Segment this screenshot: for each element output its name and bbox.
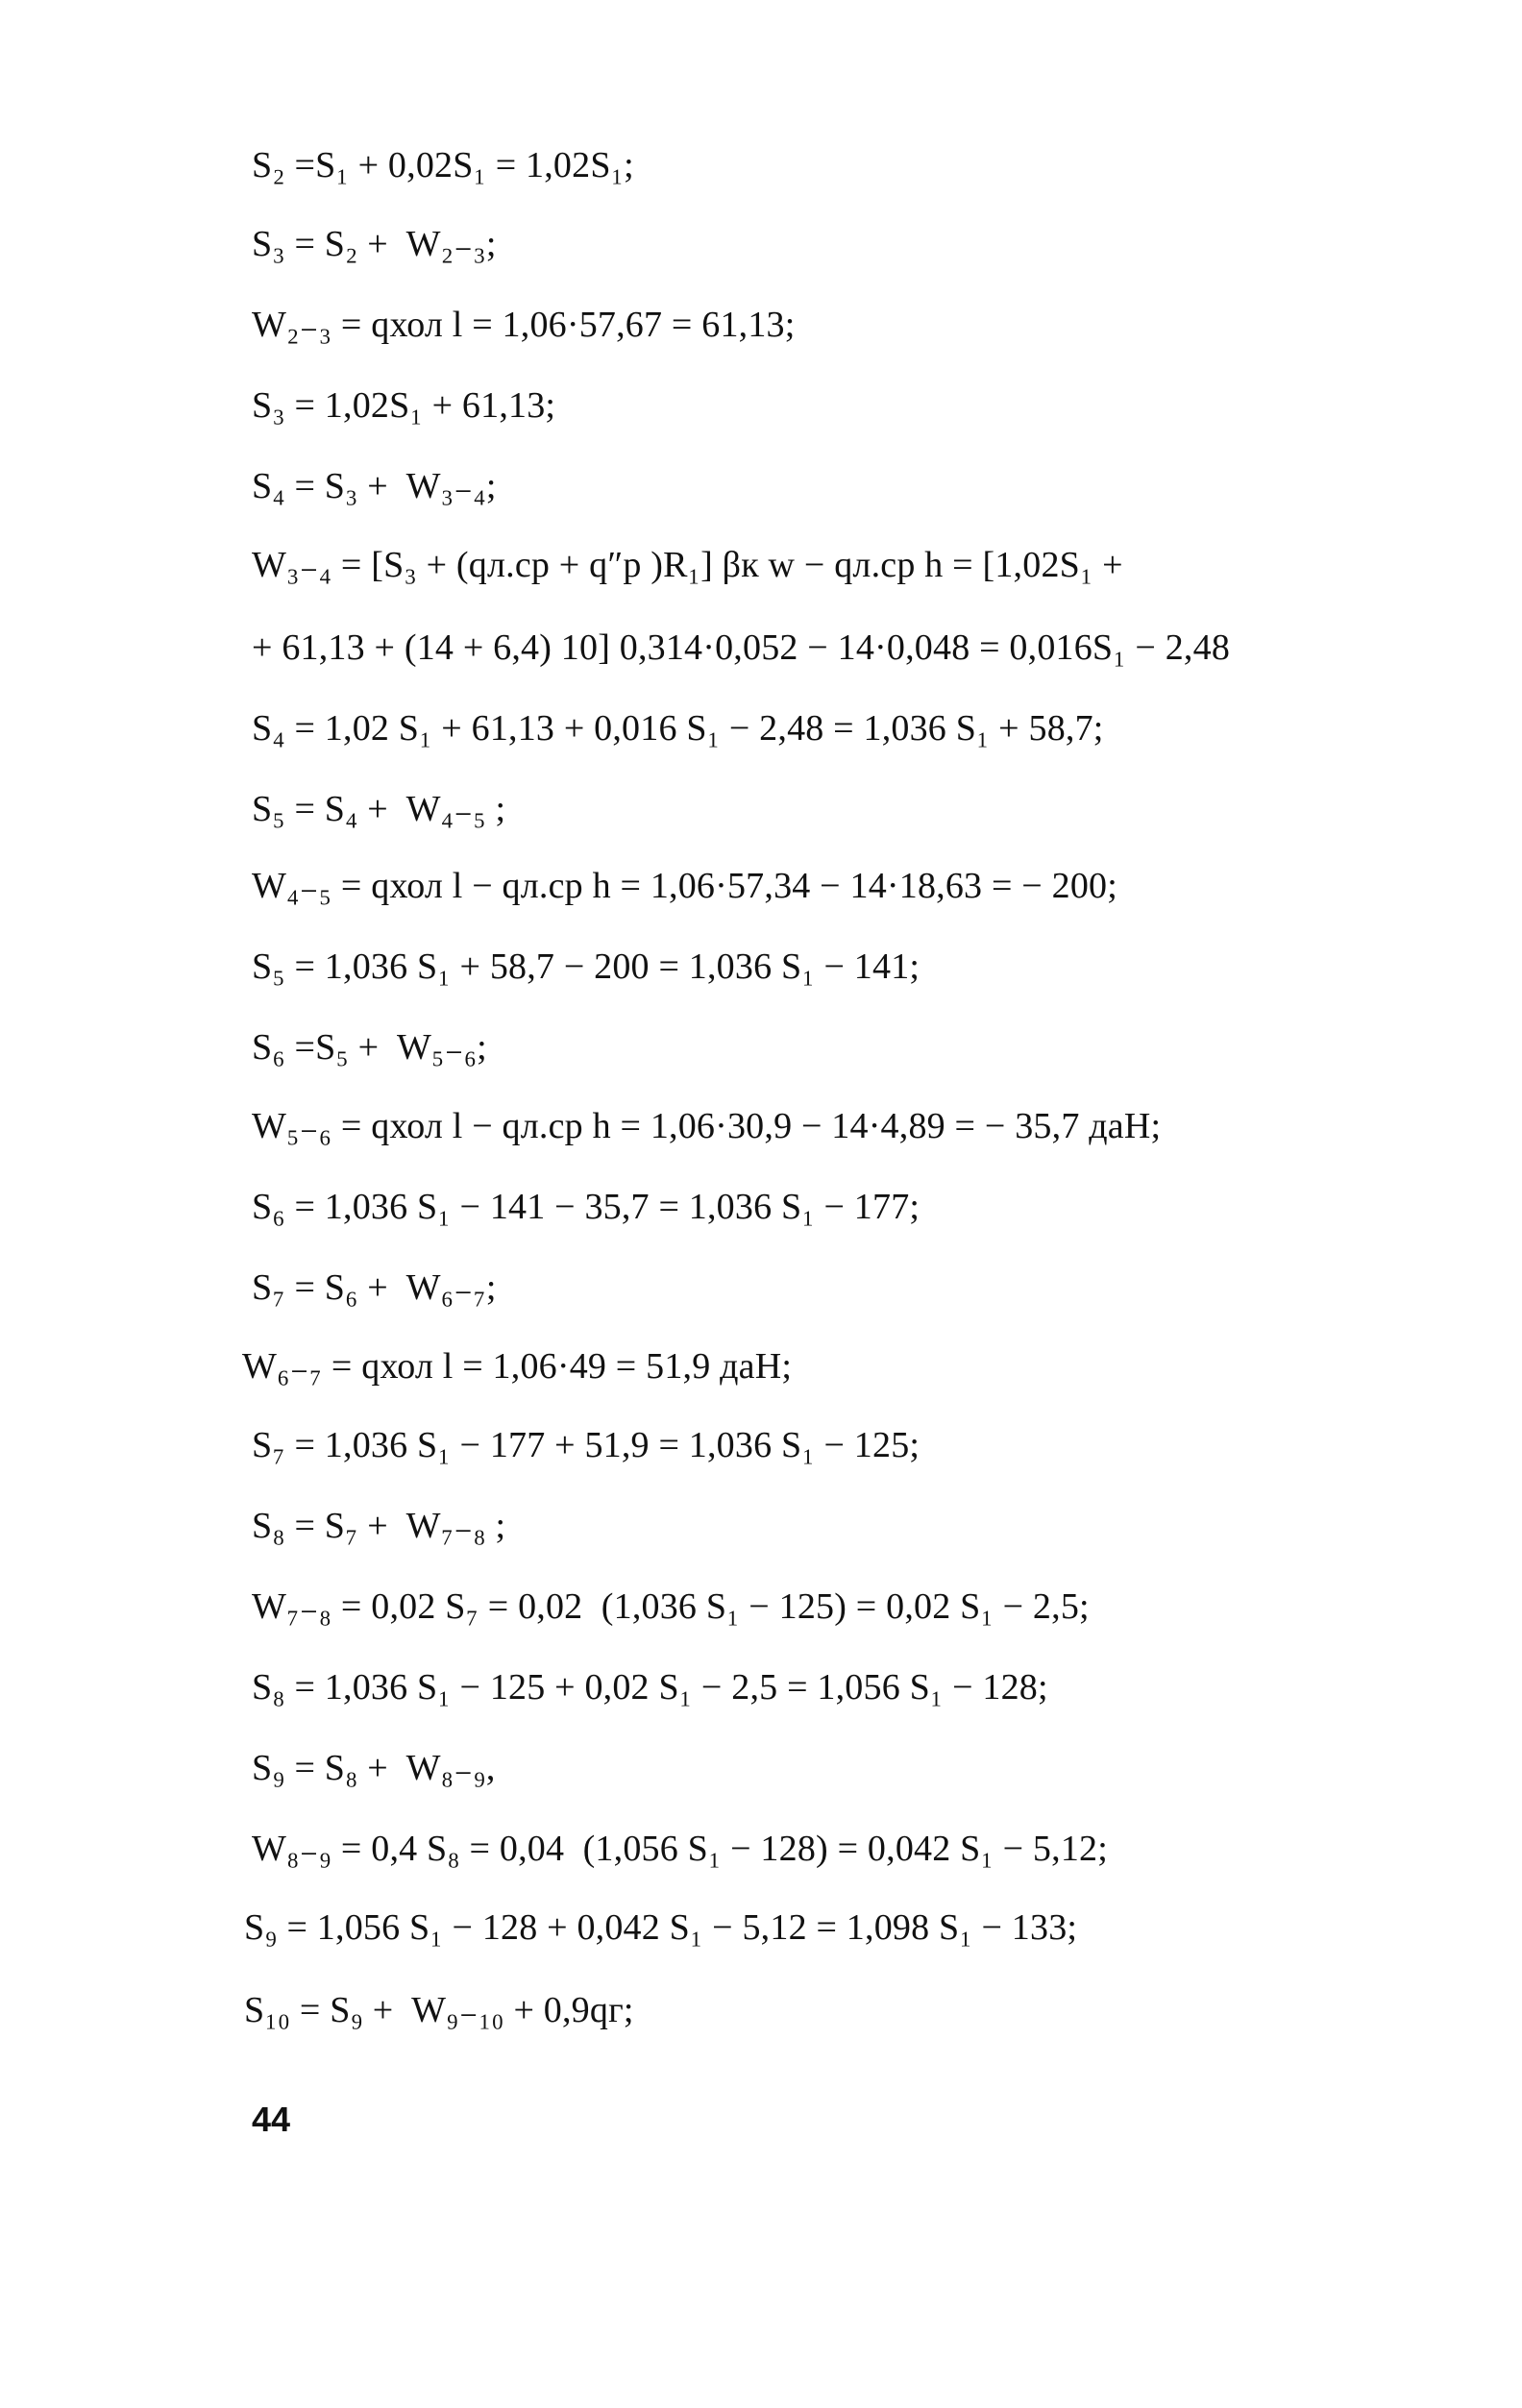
equation-line: S₇ = S₆ + W₆₋₇; bbox=[252, 1267, 497, 1308]
equation-line: S₉ = S₈ + W₈₋₉, bbox=[252, 1748, 496, 1788]
equation-line: S₉ = 1,056 S₁ − 128 + 0,042 S₁ − 5,12 = 1,098 S₁ − 133; bbox=[244, 1907, 1078, 1948]
equation-line: W₂₋₃ = qхол l = 1,06·57,67 = 61,13; bbox=[252, 305, 796, 345]
equation-line: S₂ =S₁ + 0,02S₁ = 1,02S₁; bbox=[252, 145, 634, 185]
equation-line: W₄₋₅ = qхол l − qл.ср h = 1,06·57,34 − 14·18,63 = − 200; bbox=[252, 866, 1117, 906]
equation-line: W₃₋₄ = [S₃ + (qл.ср + q″р )R₁] βк w − qл.ср h = [1,02S₁ + bbox=[252, 545, 1123, 585]
equation-line: S₄ = S₃ + W₃₋₄; bbox=[252, 466, 497, 506]
equation-line: S₃ = 1,02S₁ + 61,13; bbox=[252, 385, 556, 426]
equation-line: S₆ =S₅ + W₅₋₆; bbox=[252, 1027, 487, 1068]
equation-line: W₇₋₈ = 0,02 S₇ = 0,02 (1,036 S₁ − 125) = 0,02 S₁ − 2,5; bbox=[252, 1586, 1090, 1627]
page-number: 44 bbox=[252, 2100, 291, 2139]
equation-line: S₅ = S₄ + W₄₋₅ ; bbox=[252, 789, 506, 829]
equation-line: + 61,13 + (14 + 6,4) 10] 0,314·0,052 − 14·0,048 = 0,016S₁ − 2,48 bbox=[252, 627, 1231, 668]
equation-line: S₁₀ = S₉ + W₉₋₁₀ + 0,9qг; bbox=[244, 1990, 634, 2030]
equation-line: S₆ = 1,036 S₁ − 141 − 35,7 = 1,036 S₁ − 177; bbox=[252, 1187, 921, 1227]
equation-line: W₅₋₆ = qхол l − qл.ср h = 1,06·30,9 − 14·4,89 = − 35,7 даН; bbox=[252, 1106, 1162, 1146]
equation-line: S₇ = 1,036 S₁ − 177 + 51,9 = 1,036 S₁ − 125; bbox=[252, 1425, 921, 1465]
equation-line: S₅ = 1,036 S₁ + 58,7 − 200 = 1,036 S₁ − 141; bbox=[252, 946, 921, 987]
equation-line: S₄ = 1,02 S₁ + 61,13 + 0,016 S₁ − 2,48 = 1,036 S₁ + 58,7; bbox=[252, 708, 1104, 749]
equation-line: S₈ = S₇ + W₇₋₈ ; bbox=[252, 1506, 506, 1546]
equation-line: S₈ = 1,036 S₁ − 125 + 0,02 S₁ − 2,5 = 1,056 S₁ − 128; bbox=[252, 1667, 1048, 1708]
equation-line: S₃ = S₂ + W₂₋₃; bbox=[252, 224, 497, 264]
equation-line: W₆₋₇ = qхол l = 1,06·49 = 51,9 даН; bbox=[242, 1346, 793, 1387]
equation-line: W₈₋₉ = 0,4 S₈ = 0,04 (1,056 S₁ − 128) = 0,042 S₁ − 5,12; bbox=[252, 1829, 1108, 1869]
